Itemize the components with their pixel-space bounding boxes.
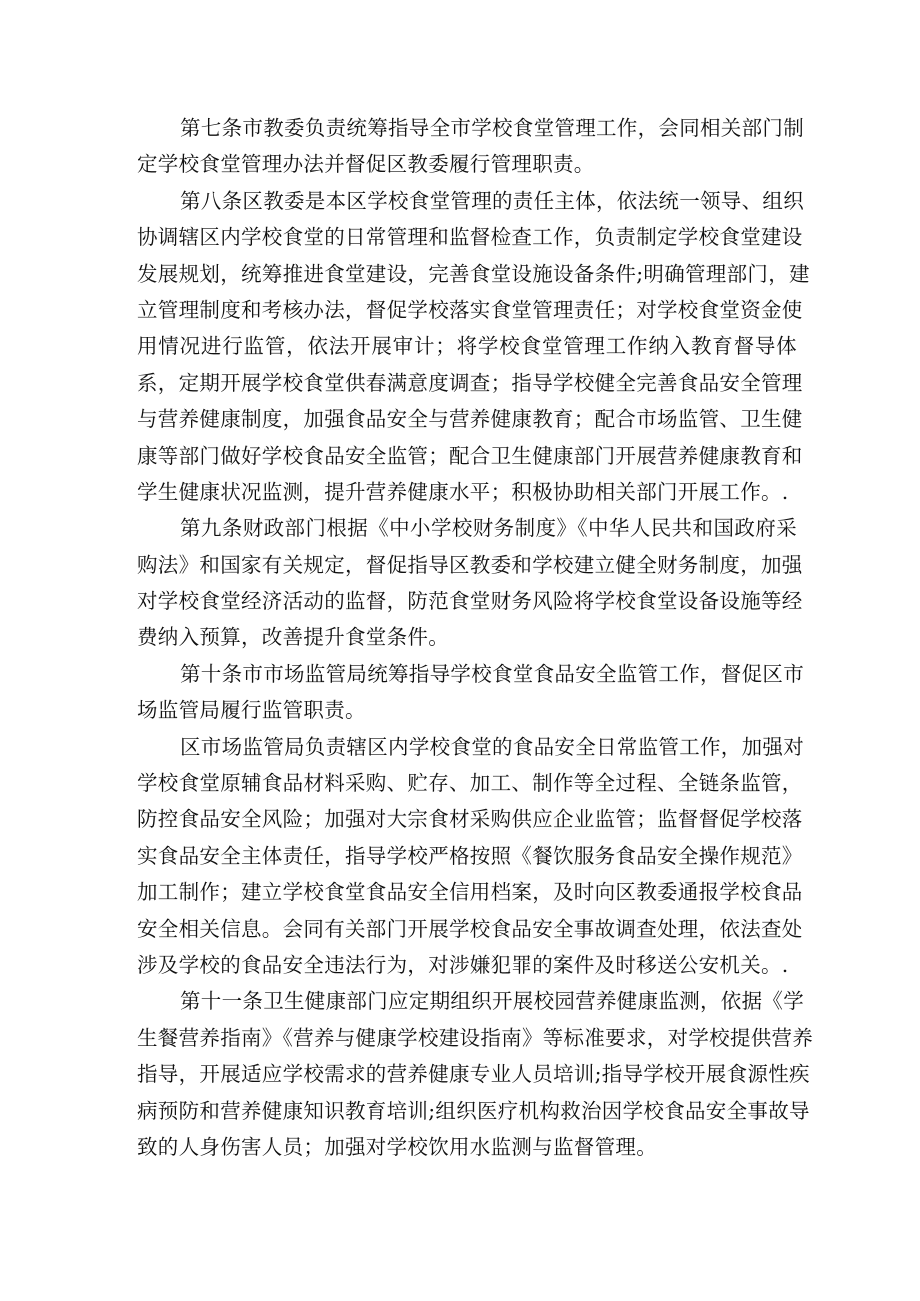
text-line: 学生健康状况监测，提升营养健康水平；积极协助相关部门开展工作。. xyxy=(137,479,789,504)
text-line: 康等部门做好学校食品安全监管；配合卫生健康部门开展营养健康教育和 xyxy=(137,443,803,468)
text-line: 用情况进行监管，依法开展审计；将学校食堂管理工作纳入教育督导体 xyxy=(137,334,797,359)
article-7-paragraph xyxy=(137,110,804,183)
text-line: 区市场监管局负责辖区内学校食堂的食品安全日常监管工作，加强对 xyxy=(180,734,804,759)
text-line: 系，定期开展学校食堂供春满意度调查；指导学校健全完善食品安全管理 xyxy=(137,370,803,395)
text-line: 安全相关信息。会同有关部门开展学校食品安全事故调查处理，依法查处 xyxy=(137,916,803,941)
text-line: 场监管局履行监管职责。 xyxy=(137,698,366,723)
text-line: 费纳入预算，改善提升食堂条件。 xyxy=(137,625,449,650)
text-line: 发展规划，统筹推进食堂建设，完善食堂设施设备条件;明确管理部门，建 xyxy=(137,261,810,286)
text-line: 第九条财政部门根据《中小学校财务制度》《中华人民共和国政府采 xyxy=(180,516,797,541)
text-line: 与营养健康制度，加强食品安全与营养健康教育；配合市场监管、卫生健 xyxy=(137,407,803,432)
text-line: 致的人身伤害人员；加强对学校饮用水监测与监督管理。 xyxy=(137,1134,657,1159)
text-line: 定学校食堂管理办法并督促区教委履行管理职责。 xyxy=(137,152,595,177)
text-line: 对学校食堂经济活动的监督，防范食堂财务风险将学校食堂设备设施等经 xyxy=(137,589,803,614)
text-line: 第十条市市场监管局统筹指导学校食堂食品安全监管工作，督促区市 xyxy=(180,661,804,686)
article-10-paragraph xyxy=(137,656,804,729)
document-page xyxy=(137,110,814,1165)
text-line: 病预防和营养健康知识教育培训;组织医疗机构救治因学校食品安全事故导 xyxy=(137,1098,810,1123)
text-line: 防控食品安全风险；加强对大宗食材采购供应企业监管；监督督促学校落 xyxy=(137,807,803,832)
article-11-paragraph xyxy=(137,983,814,1165)
text-line: 加工制作；建立学校食堂食品安全信用档案，及时向区教委通报学校食品 xyxy=(137,880,803,905)
text-line: 涉及学校的食品安全违法行为，对涉嫌犯罪的案件及时移送公安机关。. xyxy=(137,952,789,977)
text-line: 生餐营养指南》《营养与健康学校建设指南》等标准要求，对学校提供营养 xyxy=(137,1025,814,1050)
text-line: 协调辖区内学校食堂的日常管理和监督检查工作，负责制定学校食堂建设 xyxy=(137,225,803,250)
text-line: 第八条区教委是本区学校食堂管理的责任主体，依法统一领导、组织 xyxy=(180,188,804,213)
text-line: 实食品安全主体责任，指导学校严格按照《餐饮服务食品安全操作规范》 xyxy=(137,843,803,868)
text-line: 指导，开展适应学校需求的营养健康专业人员培训;指导学校开展食源性疾 xyxy=(137,1062,810,1087)
text-line: 第七条市教委负责统筹指导全市学校食堂管理工作，会同相关部门制 xyxy=(180,116,804,140)
text-line: 第十一条卫生健康部门应定期组织开展校园营养健康监测，依据《学 xyxy=(180,989,804,1014)
text-line: 立管理制度和考核办法，督促学校落实食堂管理责任；对学校食堂资金使 xyxy=(137,297,803,322)
article-8-paragraph xyxy=(137,183,810,511)
article-9-paragraph xyxy=(137,510,803,656)
text-line: 购法》和国家有关规定，督促指导区教委和学校建立健全财务制度，加强 xyxy=(137,552,803,577)
article-10-district-paragraph xyxy=(137,729,804,984)
text-line: 学校食堂原辅食品材料采购、贮存、加工、制作等全过程、全链条监管， xyxy=(137,771,803,796)
